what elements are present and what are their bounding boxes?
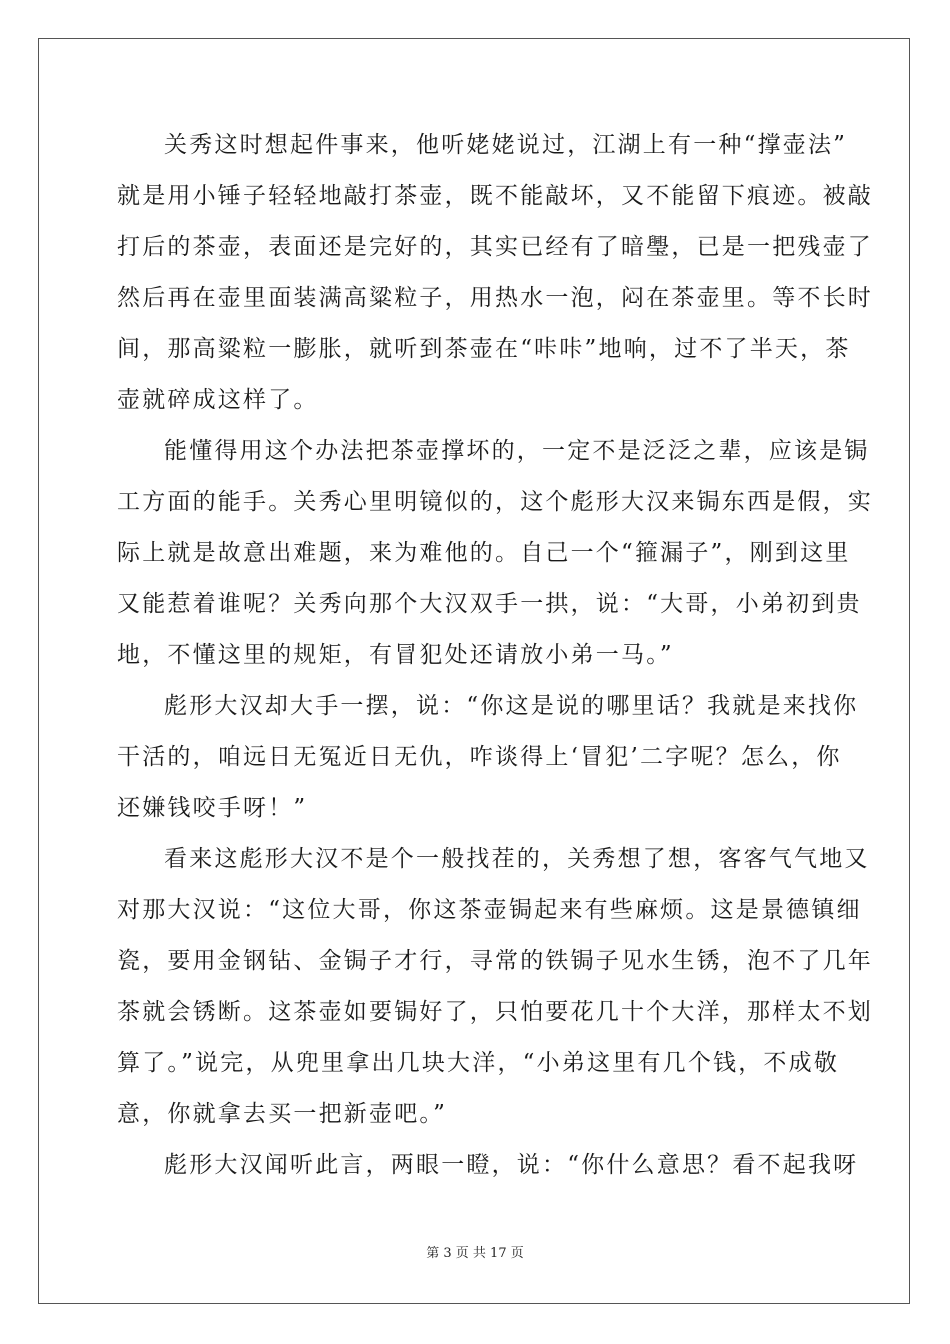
text-line: 间，那高粱粒一膨胀，就听到茶壶在“咔咔”地响，过不了半天，茶 bbox=[117, 336, 851, 362]
body-text bbox=[117, 120, 873, 1191]
text-line: 彪形大汉闻听此言，两眼一瞪，说：“你什么意思？看不起我呀 bbox=[164, 1152, 859, 1178]
text-line: 意，你就拿去买一把新壶吧。” bbox=[117, 1101, 448, 1127]
text-line: 关秀这时想起件事来，他听姥姥说过，江湖上有一种“撑壶法” bbox=[164, 132, 848, 158]
text-line: 工方面的能手。关秀心里明镜似的，这个彪形大汉来锔东西是假，实 bbox=[117, 489, 873, 515]
text-line: 还嫌钱咬手呀！” bbox=[117, 795, 308, 821]
text-line: 瓷，要用金钢钻、金锔子才行，寻常的铁锔子见水生锈，泡不了几年 bbox=[117, 948, 873, 974]
text-line: 对那大汉说：“这位大哥，你这茶壶锔起来有些麻烦。这是景德镇细 bbox=[117, 897, 862, 923]
text-line: 茶就会锈断。这茶壶如要锔好了，只怕要花几十个大洋，那样太不划 bbox=[117, 999, 873, 1025]
page-number-footer: 第 3 页 共 17 页 bbox=[426, 1246, 524, 1261]
text-line: 就是用小锤子轻轻地敲打茶壶，既不能敲坏，又不能留下痕迹。被敲 bbox=[117, 183, 873, 209]
text-line: 看来这彪形大汉不是个一般找茬的，关秀想了想，客客气气地又 bbox=[164, 846, 870, 872]
text-line: 能懂得用这个办法把茶壶撑坏的，一定不是泛泛之辈，应该是锔 bbox=[164, 438, 870, 464]
text-line: 又能惹着谁呢？关秀向那个大汉双手一拱，说：“大哥，小弟初到贵 bbox=[117, 591, 862, 617]
text-line: 际上就是故意出难题，来为难他的。自己一个“箍漏子”，刚到这里 bbox=[117, 540, 851, 566]
text-line: 壶就碎成这样了。 bbox=[117, 387, 319, 413]
text-line: 算了。”说完，从兜里拿出几块大洋，“小弟这里有几个钱，不成敬 bbox=[117, 1050, 840, 1076]
text-line: 地，不懂这里的规矩，有冒犯处还请放小弟一马。” bbox=[117, 642, 674, 668]
text-line: 然后再在壶里面装满高粱粒子，用热水一泡，闷在茶壶里。等不长时 bbox=[117, 285, 873, 311]
text-line: 打后的茶壶，表面还是完好的，其实已经有了暗璺，已是一把残壶了 bbox=[117, 234, 873, 260]
text-line: 彪形大汉却大手一摆，说：“你这是说的哪里话？我就是来找你 bbox=[164, 693, 859, 719]
text-line: 干活的，咱远日无冤近日无仇，咋谈得上‘冒犯’二字呢？怎么，你 bbox=[117, 744, 842, 770]
